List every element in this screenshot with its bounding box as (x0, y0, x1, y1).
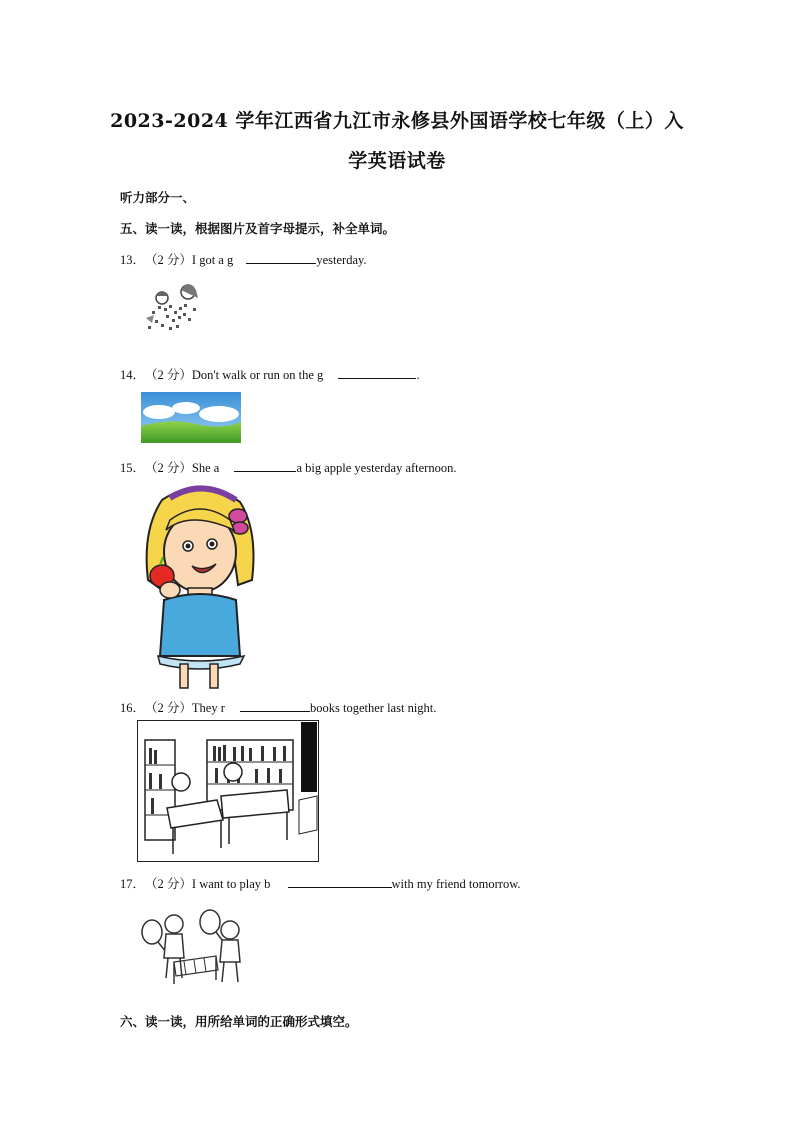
gift-children-image (138, 278, 210, 340)
section-5-heading: 五、读一读，根据图片及首字母提示，补全单词。 (120, 221, 396, 236)
question-17: 17．（2 分）I want to play b with my friend tomorrow. (120, 874, 521, 892)
exam-title-line2: 学英语试卷 (348, 150, 446, 172)
question-14: 14．（2 分）Don't walk or run on the g . (120, 365, 420, 383)
section-6-heading: 六、读一读，用所给单词的正确形式填空。 (120, 1014, 358, 1029)
answer-blank-16[interactable] (240, 698, 310, 712)
children-reading-library-image (137, 720, 319, 862)
question-16: 16．（2 分）They r books together last night. (120, 698, 436, 716)
answer-blank-13[interactable] (246, 250, 316, 264)
girl-eating-apple-image (140, 480, 262, 690)
grass-field-image (141, 392, 241, 443)
badminton-players-image (140, 904, 254, 988)
section-listening-heading: 听力部分一、 (120, 190, 196, 205)
question-13: 13．（2 分）I got a g yesterday. (120, 250, 367, 268)
question-15: 15．（2 分）She a a big apple yesterday afternoon. (120, 458, 456, 476)
answer-blank-17[interactable] (288, 874, 392, 888)
answer-blank-15[interactable] (234, 458, 296, 472)
exam-title-line1: 2023-2024 学年江西省九江市永修县外国语学校七年级（上）入 (110, 110, 684, 132)
answer-blank-14[interactable] (338, 365, 416, 379)
